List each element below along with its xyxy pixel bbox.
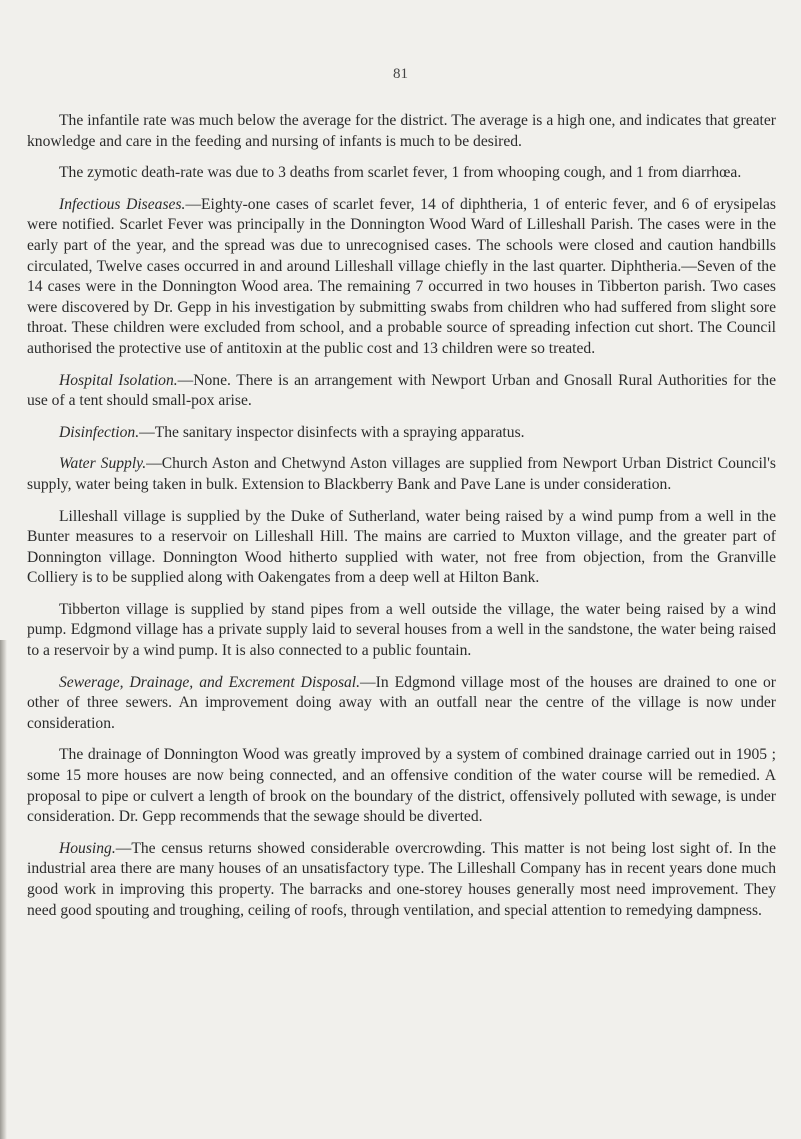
section-heading: Sewerage, Drainage, and Excrement Disposal. <box>59 673 361 691</box>
section-heading: Water Supply. <box>59 455 147 473</box>
paragraph-disinfection <box>27 423 776 444</box>
paragraph-housing <box>27 839 776 921</box>
paragraph-text: —None. There is an arrangement with Newport Urban and Gnosall Rural Authorities for the use of a tent should small-pox arise. <box>27 371 776 410</box>
paragraph-text: Tibberton village is supplied by stand pipes from a well outside the village, the water being raised by a wind pump. Edgmond village has a private supply laid to several houses from a well in the sandstone, the water being raised to a reservoir by a wind pump. It is also connected to a public fountain. <box>27 600 776 660</box>
section-heading: Infectious Diseases. <box>59 195 186 213</box>
paragraph-infantile-rate <box>27 111 776 152</box>
paragraph-hospital-isolation <box>27 371 776 412</box>
paragraph-text: Lilleshall village is supplied by the Duke of Sutherland, water being raised by a wind pump from a well in the Bunter measures to a reservoir on Lilleshall Hill. The mains are carried to Muxton village, and the greater part of Donnington village. Donnington Wood hitherto supplied with water, not free from objection, from the Granville Colliery is to be supplied along with Oakengates from a deep well at Hilton Bank. <box>27 507 776 587</box>
paragraph-text: —Church Aston and Chetwynd Aston villages are supplied from Newport Urban District Council's supply, water being taken in bulk. Extension to Blackberry Bank and Pave Lane is under consideration. <box>27 455 776 493</box>
paragraph-text: —The census returns showed considerable overcrowding. This matter is not being lost sight of. In the industrial area there are many houses of an unsatisfactory type. The Lilleshall Company has in recent years done much good work in improving this property. The barracks and one-storey houses generally most need improvement. They need good spouting and troughing, ceiling of roofs, through ventilation, and special attention to remedying dampness. <box>27 839 776 919</box>
section-heading: Disinfection. <box>59 423 140 441</box>
paragraph-text: —The sanitary inspector disinfects with a spraying apparatus. <box>139 423 525 441</box>
paragraph-text: The zymotic death-rate was due to 3 deaths from scarlet fever, 1 from whooping cough, and 1 from diarrhœa. <box>59 164 742 182</box>
paragraph-lilleshall-supply <box>27 507 776 589</box>
paragraph-sewerage <box>27 673 776 735</box>
paragraph-tibberton-supply <box>27 600 776 662</box>
section-heading: Hospital Isolation. <box>59 371 178 389</box>
paragraph-text: —Eighty-one cases of scarlet fever, 14 of diphtheria, 1 of enteric fever, and 6 of erysipelas were notified. Scarlet Fever was principally in the Donnington Wood Ward of Lilleshall Parish. The cases were in the early part of the year, and the spread was due to unrecognised cases. The schools were closed and caution handbills circulated, Twelve cases occurred in and around Lilleshall village chiefly in the last quarter. Diphtheria.—Seven of the 14 cases were in the Donnington Wood area. The remaining 7 occurred in two houses in Tibberton parish. Two cases were discovered by Dr. Gepp in his investigation by submitting swabs from children who had suffered from slight sore throat. These children were excluded from school, and a probable source of spreading infection cut short. The Council authorised the protective use of antitoxin at the public cost and 13 children were so treated. <box>27 195 776 357</box>
paragraph-donnington-drainage <box>27 745 776 827</box>
section-heading: Housing. <box>59 839 116 857</box>
paragraph-text: The infantile rate was much below the average for the district. The average is a high one, and indicates that greater knowledge and care in the feeding and nursing of infants is much to be desired. <box>27 112 776 150</box>
page-edge-shadow <box>0 640 7 1139</box>
paragraph-zymotic-death-rate <box>27 163 776 184</box>
paragraph-water-supply <box>27 454 776 495</box>
paragraph-text: —In Edgmond village most of the houses are drained to one or other of three sewers. An improvement doing away with an outfall near the centre of the village is now under consideration. <box>27 673 776 732</box>
paragraph-infectious-diseases <box>27 195 776 360</box>
paragraph-text: The drainage of Donnington Wood was greatly improved by a system of combined drainage carried out in 1905 ; some 15 more houses are now being connected, and an offensive condition of the water course will be remedied. A proposal to pipe or culvert a length of brook on the boundary of the district, offensively polluted with sewage, is under consideration. Dr. Gepp recommends that the sewage should be diverted. <box>27 746 776 826</box>
document-body <box>27 111 776 932</box>
page-number: 81 <box>393 66 408 82</box>
